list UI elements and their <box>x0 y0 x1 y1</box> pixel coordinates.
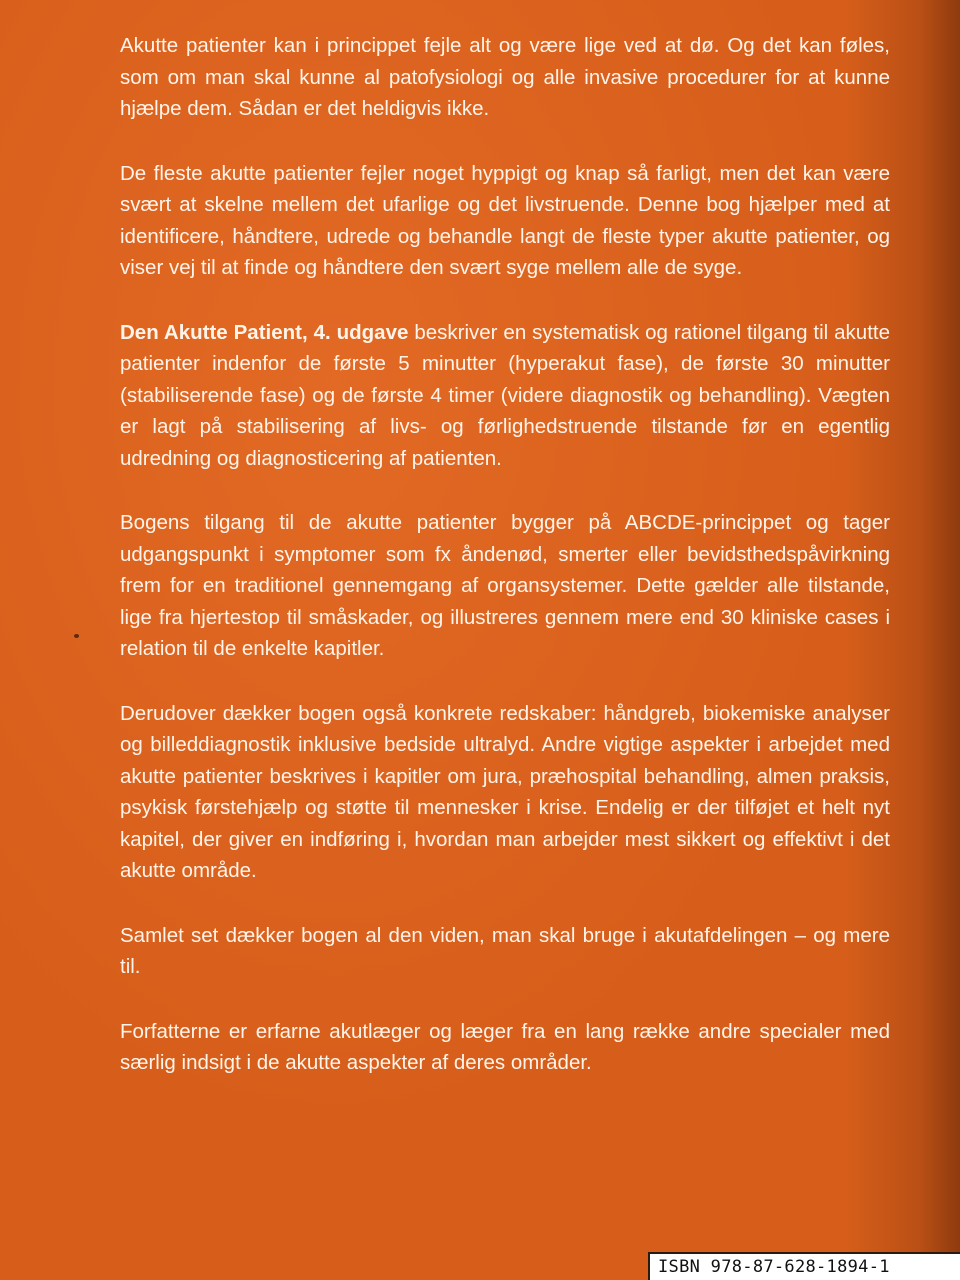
isbn-number: ISBN 978-87-628-1894-1 <box>658 1257 890 1277</box>
isbn-label <box>648 1252 960 1280</box>
paragraph-summary: Samlet set dækker bogen al den viden, man skal bruge i akutafdelingen – og mere til. <box>120 923 890 978</box>
paragraph-approach: Bogens tilgang til de akutte patienter bygger på ABCDE-princippet og tager udgangspunkt i symptomer som fx åndenød, smerter eller bevidsthedspåvirkning frem for en traditionel gennemgang af organsystemer. Dette gælder alle tilstande, lige fra hjertestop til småskader, og illustreres gennem mere end 30 kliniske cases i relation til de enkelte kapitler. <box>120 511 890 660</box>
book-title: Den Akutte Patient, 4. udgave <box>120 320 409 344</box>
paragraph-tools: Derudover dækker bogen også konkrete redskaber: håndgreb, biokemiske analyser og billeddiagnostik inklusive bedside ultralyd. Andre vigtige aspekter i arbejdet med akutte patienter beskrives i kapitler om jura, præhospital behandling, almen praksis, psykisk førstehjælp og støtte til mennesker i krise. Endelig er der tilføjet et helt nyt kapitel, der giver en indføring i, hvordan man arbejder mest sikkert og effektivt i det akutte område. <box>120 701 890 882</box>
paragraph-edition <box>120 317 890 475</box>
paragraph-edition-text: beskriver en systematisk og rationel tilgang til akutte patienter indenfor de første 5 minutter (hyperakut fase), de første 30 minutter (stabiliserende fase) og de første 4 timer (videre diagnostik og behandling). Vægten er lagt på stabilisering af livs- og førlighedstruende tilstande før en egentlig udredning og diagnosticering af patienten. <box>120 320 890 470</box>
edge-shadow <box>920 0 960 1280</box>
paragraph-intro: Akutte patienter kan i princippet fejle alt og være lige ved at dø. Og det kan føles, som om man skal kunne al patofysiologi og alle invasive procedurer for at kunne hjælpe dem. Sådan er det heldigvis ikke. <box>120 34 890 120</box>
paragraph-authors: Forfatterne er erfarne akutlæger og læger fra en lang række andre specialer med særlig indsigt i de akutte aspekter af deres områder. <box>120 1019 890 1074</box>
paragraph-common-patients: De fleste akutte patienter fejler noget hyppigt og knap så farligt, men det kan være svært at skelne mellem det ufarlige og det livstruende. Denne bog hjælper med at identificere, håndtere, udrede og behandle langt de fleste typer akutte patienter, og viser vej til at finde og håndtere den svært syge mellem alle de syge. <box>120 161 890 279</box>
blurb-text <box>120 30 890 1112</box>
surface-speck <box>74 634 79 638</box>
